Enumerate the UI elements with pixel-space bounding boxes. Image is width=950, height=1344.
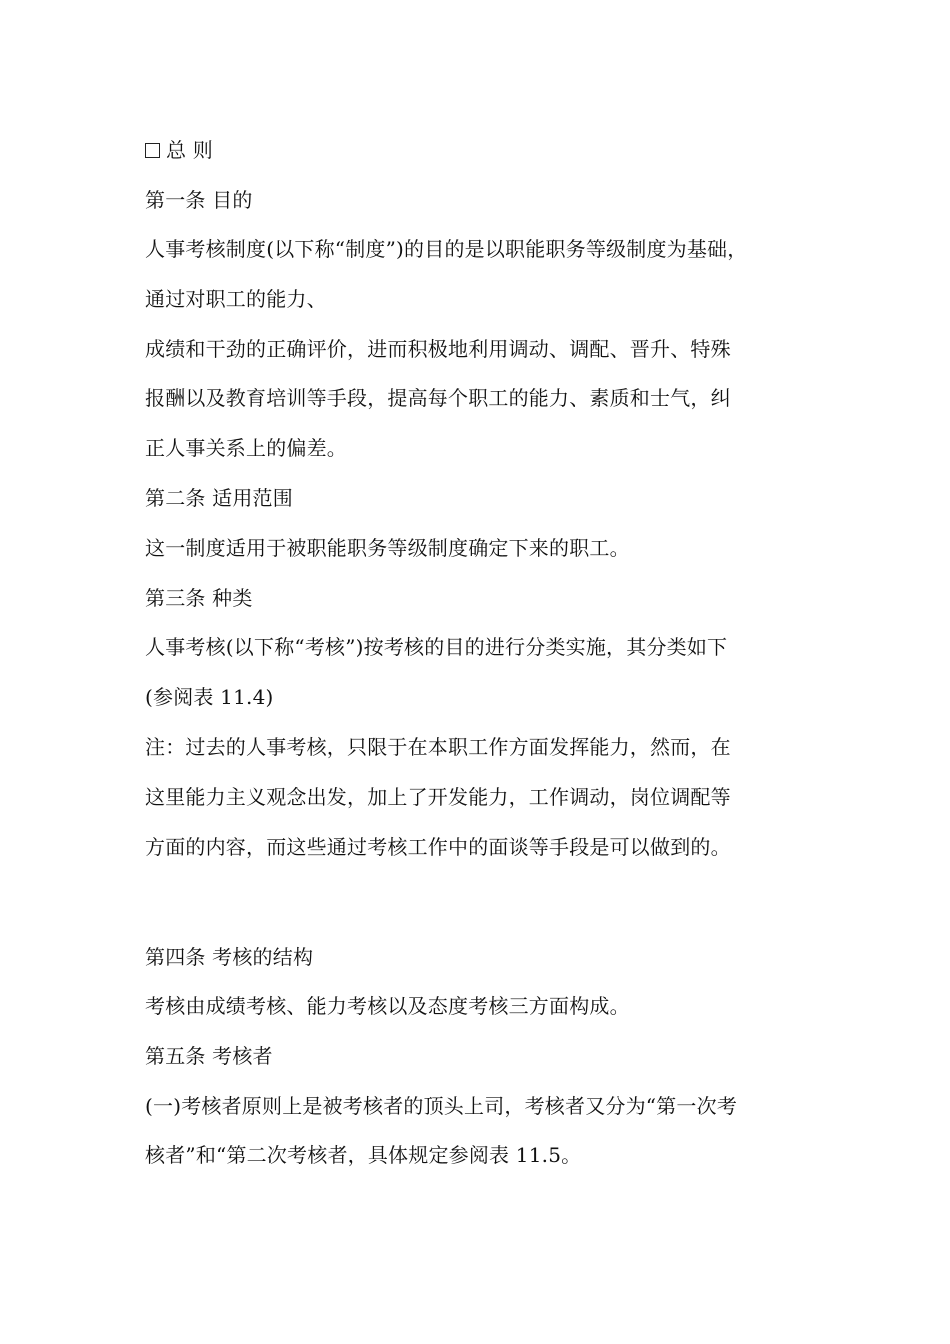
paragraph-line: 核者”和“第二次考核者，具体规定参阅表 11.5。 [145, 1143, 582, 1167]
note-line: 注：过去的人事考核，只限于在本职工作方面发挥能力，然而，在 [145, 735, 731, 759]
article-3-heading: 第三条 种类 [145, 586, 253, 610]
article-2-heading: 第二条 适用范围 [145, 486, 293, 510]
section-heading-text: 总 则 [166, 138, 213, 162]
paragraph-line: 人事考核制度(以下称“制度”)的目的是以职能职务等级制度为基础， [145, 237, 748, 261]
paragraph-line: (一)考核者原则上是被考核者的顶头上司，考核者又分为“第一次考 [145, 1094, 738, 1118]
paragraph-line: 正人事关系上的偏差。 [145, 436, 347, 460]
section-heading [145, 136, 825, 164]
note-line: 这里能力主义观念出发，加上了开发能力，工作调动，岗位调配等 [145, 785, 731, 809]
paragraph-line: 考核由成绩考核、能力考核以及态度考核三方面构成。 [145, 994, 630, 1018]
paragraph-line: 成绩和干劲的正确评价，进而积极地利用调动、调配、晋升、特殊 [145, 337, 731, 361]
article-4-heading: 第四条 考核的结构 [145, 945, 314, 969]
paragraph-line: 通过对职工的能力、 [145, 287, 327, 311]
note-line: 方面的内容，而这些通过考核工作中的面谈等手段是可以做到的。 [145, 835, 731, 859]
article-5-heading: 第五条 考核者 [145, 1044, 273, 1068]
paragraph-line: 这一制度适用于被职能职务等级制度确定下来的职工。 [145, 536, 630, 560]
paragraph-line: 报酬以及教育培训等手段，提高每个职工的能力、素质和士气，纠 [145, 386, 731, 410]
checkbox-icon [145, 143, 160, 158]
paragraph-line: (参阅表 11.4) [145, 685, 274, 709]
paragraph-line: 人事考核(以下称“考核”)按考核的目的进行分类实施，其分类如下 [145, 635, 728, 659]
article-1-heading: 第一条 目的 [145, 188, 253, 212]
